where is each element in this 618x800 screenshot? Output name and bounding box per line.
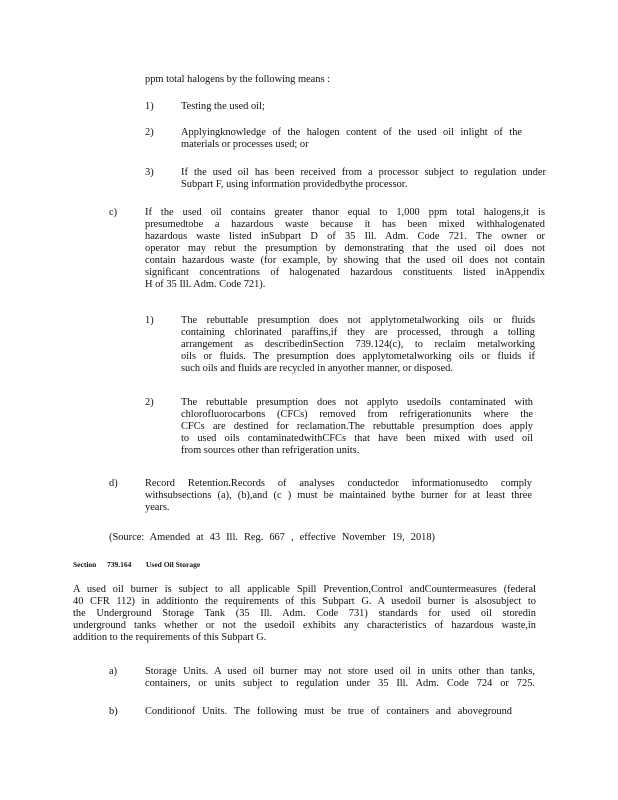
text-line: oils or fluids. The presumption does applytometalworking oils or fluids if — [181, 351, 535, 362]
list-label: 2) — [145, 127, 154, 138]
storage-paragraph — [73, 584, 536, 644]
list-label: 1) — [145, 315, 154, 326]
text-line: years. — [145, 502, 170, 513]
source-note — [109, 532, 435, 544]
section-heading — [73, 560, 200, 570]
text-line: H of 35 Ill. Adm. Code 721). — [145, 279, 266, 290]
text-line: presumedtobe a hazardous waste because it has been mixed withhalogenated — [145, 219, 545, 230]
condition-of-units-paragraph — [145, 706, 512, 718]
list-label: 2) — [145, 397, 154, 408]
text-line: significant concentrations of halogenated hazardous constituents listed inAppendix — [145, 267, 545, 278]
text-line: chlorofluorocarbons (CFCs) removed from refrigerationunits where the — [181, 409, 533, 420]
section-number: 739.164 — [107, 560, 132, 569]
text-line: operator may rebut the presumption by demonstrating that the used oil does not — [145, 243, 545, 254]
text-line: ppm total halogens by the following means : — [145, 74, 330, 85]
list-item-c2 — [181, 397, 533, 457]
text-line: underground tanks whether or not the usedoil exhibits any characteristics of hazardous waste,in — [73, 620, 536, 631]
list-item-b3 — [181, 167, 546, 191]
paragraph-label: c) — [109, 207, 118, 218]
text-line: to used oils contaminatedwithCFCs that have been mixed with used oil — [181, 433, 533, 444]
text-line: (Source: Amended at 43 Ill. Reg. 667 , effective November 19, 2018) — [109, 532, 435, 543]
intro-paragraph — [145, 74, 365, 86]
text-line: Record Retention.Records of analyses conductedor informationusedto comply — [145, 478, 532, 489]
text-line: arrangement as describedinSection 739.124(c), to reclaim metalworking — [181, 339, 535, 350]
list-item-b2 — [181, 127, 522, 151]
text-line: Applyingknowledge of the halogen content of the used oil inlight of the — [181, 127, 522, 138]
list-item-b1 — [181, 101, 281, 113]
paragraph-label: d) — [109, 478, 118, 489]
text-line: containers, or units subject to regulation under 35 Ill. Adm. Code 724 or 725. — [145, 678, 535, 689]
text-line: If the used oil has been received from a processor subject to regulation under — [181, 167, 546, 178]
list-item-c1 — [181, 315, 535, 375]
text-line: from sources other than refrigeration units. — [181, 445, 360, 456]
text-line: addition to the requirements of this Subpart G. — [73, 632, 267, 643]
text-line: materials or processes used; or — [181, 139, 309, 150]
text-line: CFCs are destined for reclamation.The rebuttable presumption does apply — [181, 421, 533, 432]
text-line: contain hazardous waste (for example, by showing that the used oil does not contain — [145, 255, 545, 266]
text-line: Storage Units. A used oil burner may not store used oil in units other than tanks, — [145, 666, 535, 677]
text-line: The rebuttable presumption does not applyto usedoils contaminated with — [181, 397, 533, 408]
list-label: 3) — [145, 167, 154, 178]
section-label: Section — [73, 560, 97, 569]
paragraph-label: a) — [109, 666, 118, 677]
text-line: The rebuttable presumption does not applytometalworking oils or fluids — [181, 315, 535, 326]
text-line: withsubsections (a), (b),and (c ) must be maintained bythe burner for at least three — [145, 490, 532, 501]
text-line: A used oil burner is subject to all applicable Spill Prevention,Control andCountermeasures (federal — [73, 584, 536, 595]
section-title: Used Oil Storage — [146, 560, 201, 569]
text-line: Testing the used oil; — [181, 101, 265, 112]
storage-units-paragraph — [145, 666, 535, 690]
text-line: containing chlorinated paraffins,if they are processed, through a tolling — [181, 327, 535, 338]
text-line: 40 CFR 112) in additionto the requirements of this Subpart G. A usedoil burner is alsosubject to — [73, 596, 536, 607]
paragraph-c — [145, 207, 545, 291]
text-line: hazardous waste listed inSubpart D of 35 Ill. Adm. Code 721. The owner or — [145, 231, 545, 242]
text-line: such oils and fluids are recycled in anyother manner, or disposed. — [181, 363, 453, 374]
paragraph-d — [145, 478, 532, 514]
text-line: If the used oil contains greater thanor equal to 1,000 ppm total halogens,it is — [145, 207, 545, 218]
paragraph-label: b) — [109, 706, 118, 717]
text-line: Conditionof Units. The following must be true of containers and aboveground — [145, 706, 512, 717]
text-line: Subpart F, using information providedbythe processor. — [181, 179, 408, 190]
text-line: the Underground Storage Tank (35 Ill. Adm. Code 731) standards for used oil storedin — [73, 608, 536, 619]
list-label: 1) — [145, 101, 154, 112]
